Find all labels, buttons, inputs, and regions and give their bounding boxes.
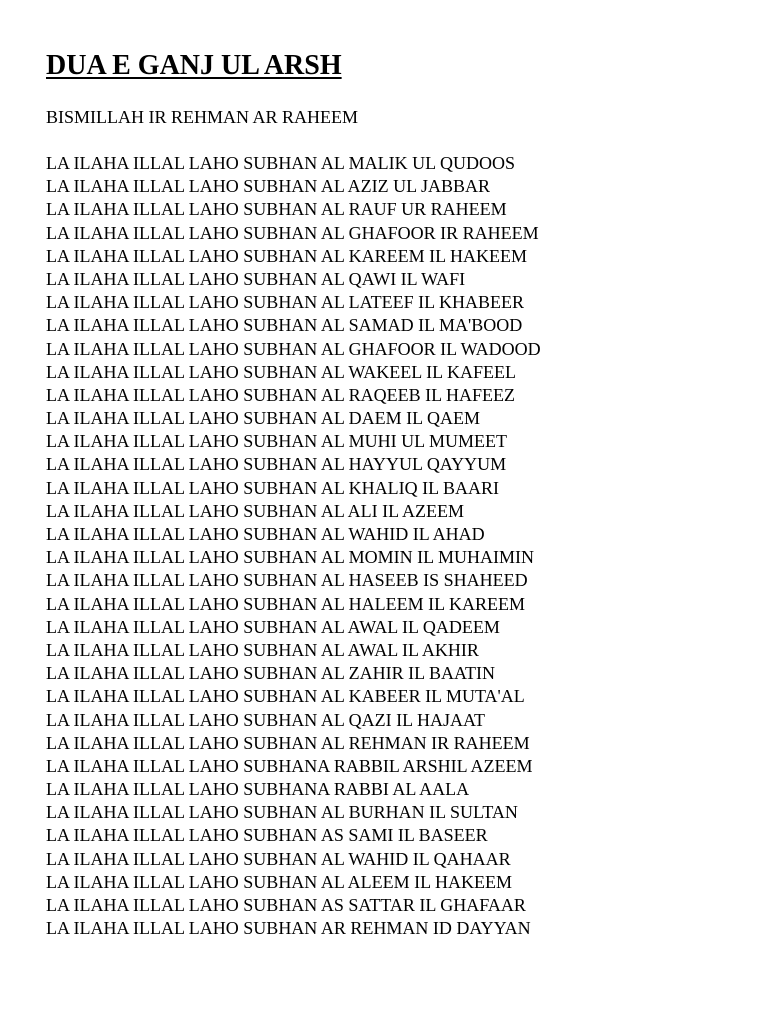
dua-line: LA ILAHA ILLAL LAHO SUBHAN AL WAKEEL IL KAFEEL (46, 361, 516, 382)
dua-line: LA ILAHA ILLAL LAHO SUBHANA RABBI AL AALA (46, 779, 470, 800)
dua-line: LA ILAHA ILLAL LAHO SUBHAN AL MALIK UL QUDOOS (46, 153, 515, 173)
dua-line: LA ILAHA ILLAL LAHO SUBHAN AL DAEM IL QAEM (46, 408, 480, 429)
dua-line: LA ILAHA ILLAL LAHO SUBHAN AL QAZI IL HAJAAT (46, 709, 485, 730)
dua-line: LA ILAHA ILLAL LAHO SUBHAN AL MOMIN IL MUHAIMIN (46, 547, 534, 568)
dua-line: LA ILAHA ILLAL LAHO SUBHAN AR REHMAN ID DAYYAN (46, 918, 531, 939)
dua-lines (46, 152, 541, 940)
document-title: DUA E GANJ UL ARSH (46, 50, 342, 81)
dua-line: LA ILAHA ILLAL LAHO SUBHAN AL KHALIQ IL BAARI (46, 477, 499, 498)
dua-line: LA ILAHA ILLAL LAHO SUBHAN AL AZIZ UL JABBAR (46, 176, 490, 197)
bismillah-line: BISMILLAH IR REHMAN AR RAHEEM (46, 107, 359, 127)
dua-line: LA ILAHA ILLAL LAHO SUBHAN AL LATEEF IL KHABEER (46, 292, 524, 313)
dua-line: LA ILAHA ILLAL LAHO SUBHAN AL HAYYUL QAYYUM (46, 454, 507, 475)
dua-line: LA ILAHA ILLAL LAHO SUBHAN AL WAHID IL AHAD (46, 524, 485, 544)
dua-line: LA ILAHA ILLAL LAHO SUBHAN AL WAHID IL QAHAAR (46, 848, 511, 869)
dua-line: LA ILAHA ILLAL LAHO SUBHAN AL QAWI IL WAFI (46, 268, 466, 289)
dua-line: LA ILAHA ILLAL LAHO SUBHAN AL AWAL IL AKHIR (46, 639, 479, 660)
dua-line: LA ILAHA ILLAL LAHO SUBHAN AL KAREEM IL HAKEEM (46, 245, 527, 266)
dua-line: LA ILAHA ILLAL LAHO SUBHAN AL HALEEM IL KAREEM (46, 593, 525, 614)
dua-line: LA ILAHA ILLAL LAHO SUBHAN AL RAQEEB IL HAFEEZ (46, 384, 515, 405)
dua-line: LA ILAHA ILLAL LAHO SUBHAN AL BURHAN IL SULTAN (46, 802, 518, 823)
dua-line: LA ILAHA ILLAL LAHO SUBHAN AL AWAL IL QADEEM (46, 616, 500, 637)
dua-line: LA ILAHA ILLAL LAHO SUBHAN AL ALI IL AZEEM (46, 500, 464, 521)
dua-line: LA ILAHA ILLAL LAHO SUBHAN AL SAMAD IL MA'BOOD (46, 315, 523, 336)
dua-line: LA ILAHA ILLAL LAHO SUBHAN AL ALEEM IL HAKEEM (46, 871, 512, 892)
dua-line: LA ILAHA ILLAL LAHO SUBHAN AL GHAFOOR IL WADOOD (46, 338, 541, 359)
dua-line: LA ILAHA ILLAL LAHO SUBHANA RABBIL ARSHIL AZEEM (46, 755, 533, 776)
dua-line: LA ILAHA ILLAL LAHO SUBHAN AL GHAFOOR IR RAHEEM (46, 222, 539, 243)
dua-line: LA ILAHA ILLAL LAHO SUBHAN AL RAUF UR RAHEEM (46, 199, 507, 220)
dua-line: LA ILAHA ILLAL LAHO SUBHAN AL REHMAN IR RAHEEM (46, 732, 530, 753)
dua-line: LA ILAHA ILLAL LAHO SUBHAN AL HASEEB IS SHAHEED (46, 570, 528, 591)
dua-line: LA ILAHA ILLAL LAHO SUBHAN AS SATTAR IL GHAFAAR (46, 895, 526, 915)
dua-line: LA ILAHA ILLAL LAHO SUBHAN AL KABEER IL MUTA'AL (46, 686, 525, 707)
dua-line: LA ILAHA ILLAL LAHO SUBHAN AL MUHI UL MUMEET (46, 431, 507, 452)
dua-line: LA ILAHA ILLAL LAHO SUBHAN AS SAMI IL BASEER (46, 825, 488, 846)
dua-line: LA ILAHA ILLAL LAHO SUBHAN AL ZAHIR IL BAATIN (46, 663, 495, 684)
